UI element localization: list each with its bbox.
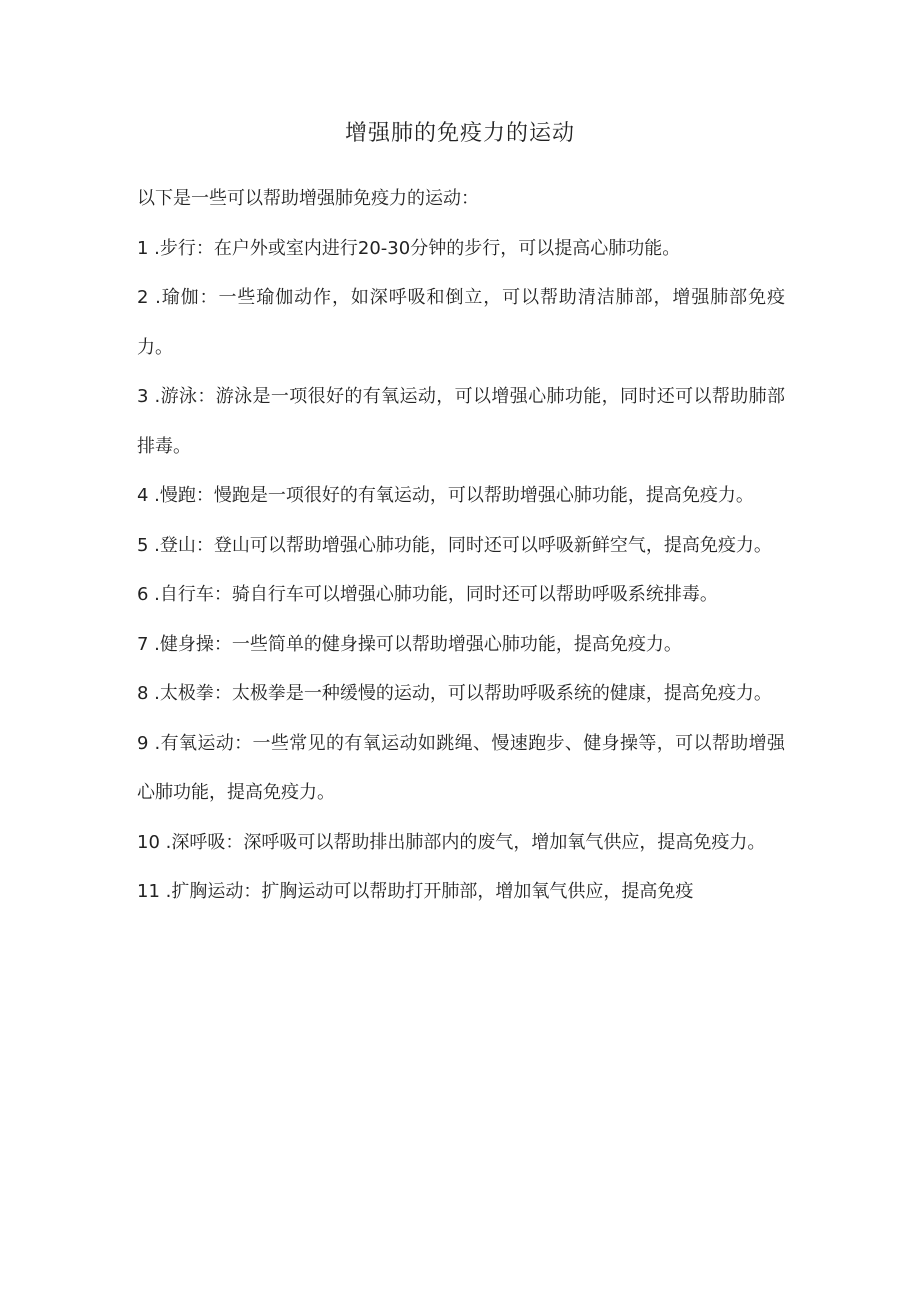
list-item-2: 2 .瑜伽：一些瑜伽动作，如深呼吸和倒立，可以帮助清洁肺部，增强肺部免疫力。 — [137, 287, 785, 358]
document-body — [137, 174, 785, 917]
list-item-11: 11 .扩胸运动：扩胸运动可以帮助打开肺部，增加氧气供应，提高免疫 — [137, 881, 694, 902]
document-title: 增强肺的免疫力的运动 — [344, 121, 575, 146]
list-item-9: 9 .有氧运动：一些常见的有氧运动如跳绳、慢速跑步、健身操等，可以帮助增强心肺功能，提高免疫力。 — [137, 732, 785, 803]
list-item-6: 6 .自行车：骑自行车可以增强心肺功能，同时还可以帮助呼吸系统排毒。 — [137, 584, 718, 605]
list-item-4: 4 .慢跑：慢跑是一项很好的有氧运动，可以帮助增强心肺功能，提高免疫力。 — [137, 485, 754, 506]
intro-paragraph: 以下是一些可以帮助增强肺免疫力的运动： — [137, 188, 479, 209]
list-item-5: 5 .登山：登山可以帮助增强心肺功能，同时还可以呼吸新鲜空气，提高免疫力。 — [137, 534, 772, 556]
list-item-7: 7 .健身操：一些简单的健身操可以帮助增强心肺功能，提高免疫力。 — [137, 633, 682, 655]
list-item-8: 8 .太极拳：太极拳是一种缓慢的运动，可以帮助呼吸系统的健康，提高免疫力。 — [137, 683, 772, 704]
list-item-3: 3 .游泳：游泳是一项很好的有氧运动，可以增强心肺功能，同时还可以帮助肺部排毒。 — [137, 386, 785, 457]
list-item-10: 10 .深呼吸：深呼吸可以帮助排出肺部内的废气，增加氧气供应，提高免疫力。 — [137, 831, 766, 853]
list-item-1: 1 .步行：在户外或室内进行20-30分钟的步行，可以提高心肺功能。 — [137, 237, 681, 259]
